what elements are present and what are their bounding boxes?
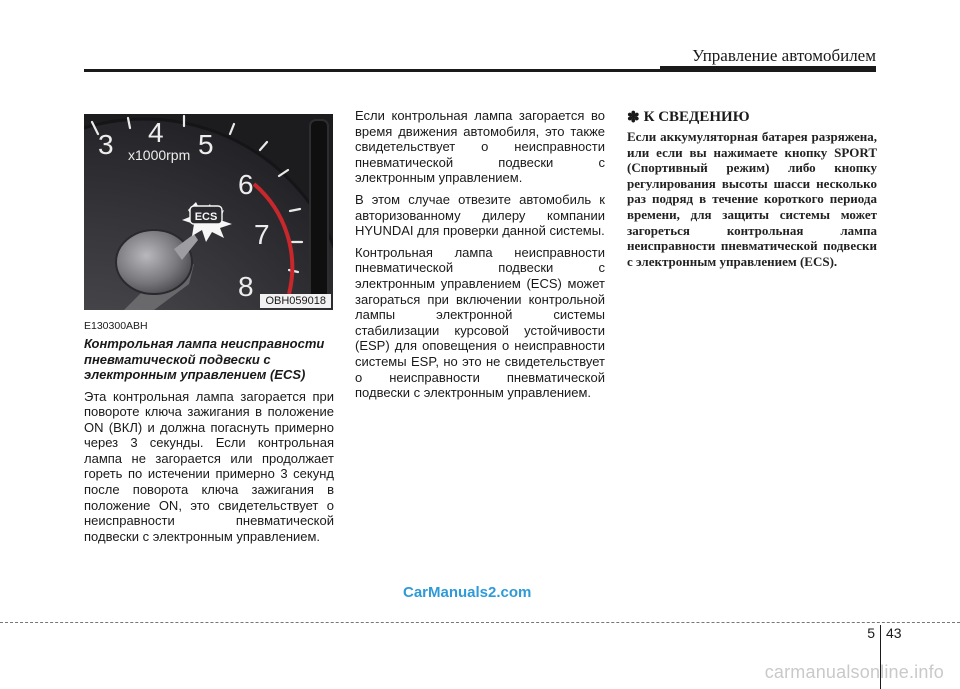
section-heading: Контрольная лампа неисправности пневматической подвески с электронным управлением (ECS) [84, 336, 325, 382]
paragraph: Если контрольная лампа загорается во время движения автомобиля, это также свидетельствует о неисправности пневматической подвески с электронным управлением. [355, 108, 605, 186]
page-header-title: Управление автомобилем [692, 46, 876, 65]
section-code: E130300ABH [84, 320, 148, 332]
tachometer-figure [84, 114, 333, 310]
note-title: К СВЕДЕНИЮ [643, 109, 750, 125]
site-watermark[interactable]: carmanualsonline.info [764, 662, 944, 682]
gauge-number: 5 [198, 129, 214, 160]
gauge-unit-label: x1000rpm [128, 147, 191, 163]
note-star-icon: ✽ [627, 110, 640, 126]
column-right [627, 108, 877, 269]
gauge-number: 3 [98, 129, 114, 160]
gauge-number: 6 [238, 169, 254, 200]
footer-divider [0, 622, 960, 623]
header-rule-accent [660, 66, 876, 72]
note-text: Если аккумуляторная батарея разряжена, или если вы нажимаете кнопку SPORT (Спортивный режим) либо кнопку регулирования высоты шасси несколько раз подряд в течение короткого периода времени, для защиты системы может загореться контрольная лампа неисправности пневматической подвески с электронным управлением (ECS). [627, 129, 877, 269]
tachometer-illustration [84, 114, 333, 310]
note-heading [627, 108, 877, 127]
ecs-icon-label: ECS [194, 211, 218, 223]
page-number: 43 [886, 625, 902, 641]
paragraph: Эта контрольная лампа загорается при повороте ключа зажигания в положение ON (ВКЛ) и должна погаснуть примерно через 3 секунды. Если контрольная лампа не загорается или продолжает гореть по истечении примерно 3 секунд после поворота ключа зажигания в положение ON, это свидетельствует о неисправности пневматической подвески с электронным управлением. [84, 388, 334, 544]
needle-hub [116, 230, 192, 294]
gauge-number: 7 [254, 219, 270, 250]
watermark-link[interactable]: CarManuals2.com [403, 584, 532, 601]
paragraph: В этом случае отвезите автомобиль к авторизованному дилеру компании HYUNDAI для проверки данной системы. [355, 191, 605, 239]
column-middle [355, 108, 605, 407]
column-left [84, 114, 334, 550]
paragraph: Контрольная лампа неисправности пневматической подвески с электронным управлением (ECS) может загораться при включении контрольной лампы электронной системы стабилизации курсовой устойчивости (ESP) для оповещения о неисправности системы ESP, но это не свидетельствует о неисправности пневматической подвески с электронным управлением. [355, 244, 605, 401]
chapter-number: 5 [867, 625, 875, 641]
figure-code: OBH059018 [260, 294, 331, 308]
gauge-number: 4 [148, 117, 164, 148]
gauge-number: 8 [238, 271, 254, 302]
